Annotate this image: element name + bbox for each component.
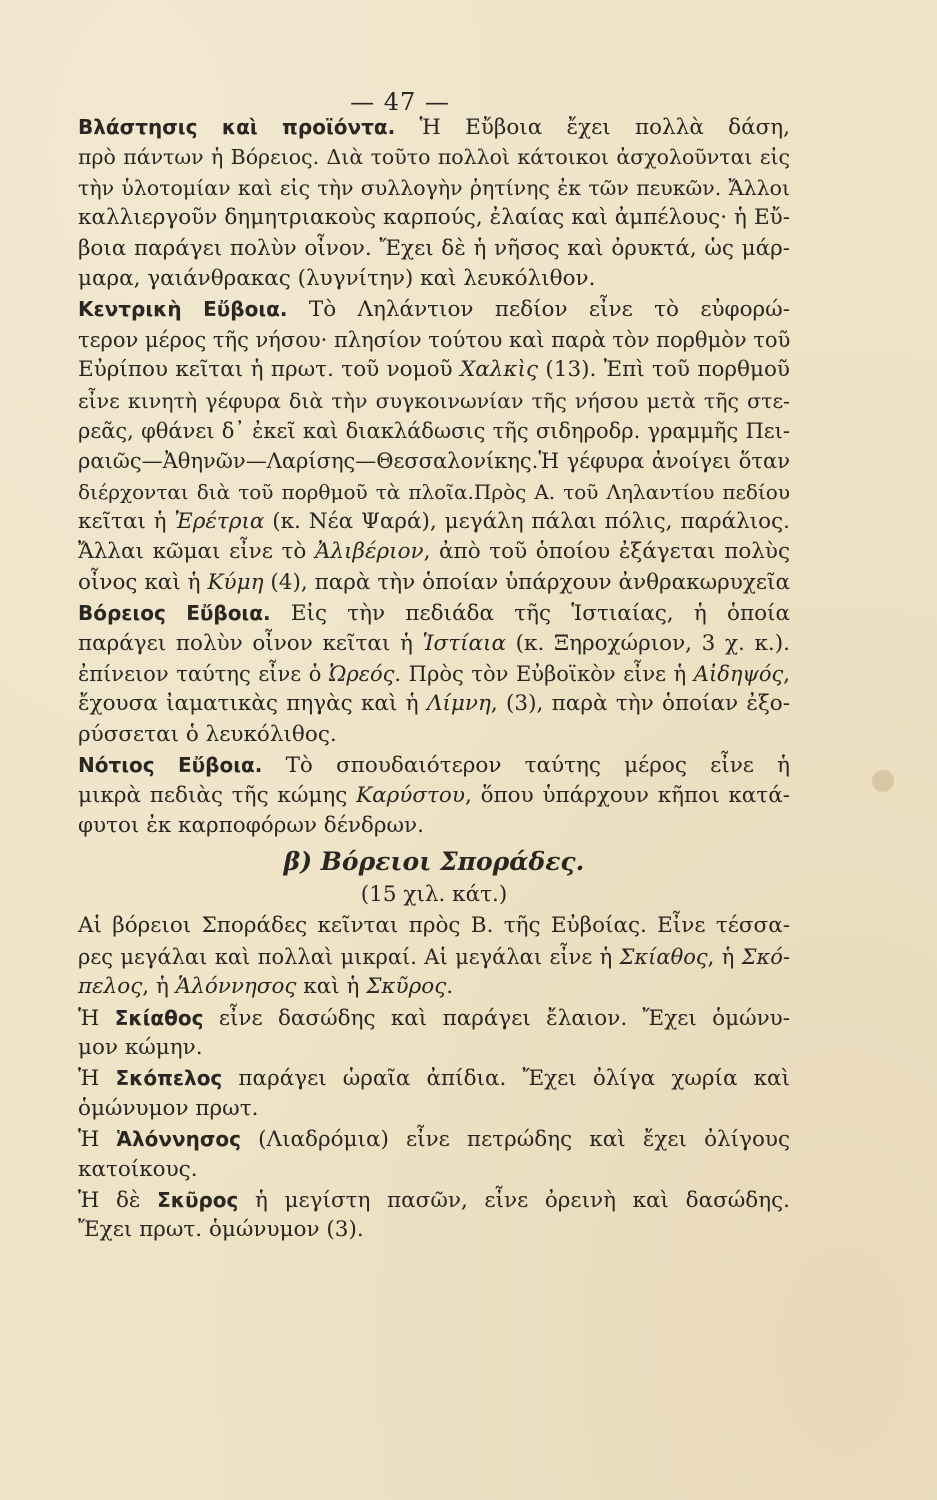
- text-line: φυτοι ἐκ καρποφόρων δένδρων.: [78, 812, 424, 838]
- text-line: [78, 629, 790, 659]
- line-text: παράγει πολὺν οἶνον κεῖται ἡ: [78, 630, 423, 656]
- line-text: ἔχουσα ἰαματικὰς πηγὰς καὶ ἡ: [78, 691, 427, 717]
- place-name: Καρύστου: [356, 782, 465, 808]
- line-text: κεῖται ἡ: [78, 509, 175, 535]
- place-name: Ὠρεός: [328, 662, 395, 687]
- line-text: .: [446, 974, 454, 1000]
- line-text: μικρὰ πεδιὰς τῆς κώμης: [78, 782, 357, 808]
- text-line: [78, 1003, 790, 1033]
- line-text: παράγει ὡραῖα ἀπίδια. Ἔχει ὀλίγα χωρία καὶ: [222, 1066, 790, 1092]
- place-name: Ἐρέτρια: [174, 509, 265, 535]
- line-text: Ἄλλαι κῶμαι εἶνε τὸ: [78, 539, 315, 565]
- text-line: [78, 659, 790, 689]
- text-line: [78, 112, 790, 142]
- line-text: ἡ μεγίστη πασῶν, εἶνε ὀρεινὴ καὶ δασώδης.: [238, 1187, 790, 1213]
- section-heading: Κεντρικὴ Εὔβοια.: [78, 297, 288, 322]
- line-text: ρες μεγάλαι καὶ πολλαὶ μικραί. Αἱ μεγάλαι εἶνε ἡ: [78, 944, 620, 969]
- text-line: μαρα, γαιάνθρακας (λυγνίτην) καὶ λευκόλιθον.: [78, 265, 596, 291]
- text-line: εἶνε κινητὴ γέφυρα διὰ τὴν συγκοινωνίαν τῆς νήσου μετὰ τῆς στε-: [78, 388, 790, 413]
- text-line: διέρχονται διὰ τοῦ πορθμοῦ τὰ πλοῖα.Πρὸς Α. τοῦ Ληλαντίου πεδίου: [78, 479, 790, 504]
- place-name: Χαλκὶς: [459, 357, 539, 383]
- text-line: [78, 750, 790, 780]
- line-text: , ἡ: [707, 944, 742, 969]
- text-line: ραιῶς—Ἀθηνῶν—Λαρίσης—Θεσσαλονίκης.Ἡ γέφυρα ἀνοίγει ὅταν: [78, 449, 790, 474]
- line-text: Ἡ Εὔβοια ἔχει πολλὰ δάση,: [395, 115, 790, 140]
- text-line: [78, 942, 790, 972]
- text-line: Ἔχει πρωτ. ὁμώνυμον (3).: [78, 1217, 364, 1243]
- text-line: κατοίκους.: [78, 1156, 198, 1182]
- text-line: βοια παράγει πολὺν οἶνον. Ἔχει δὲ ἡ νῆσος καὶ ὀρυκτά, ὡς μάρ-: [78, 235, 790, 261]
- text-line: [78, 507, 790, 537]
- line-text: , ἡ: [142, 974, 176, 1000]
- text-line: ρύσσεται ὁ λευκόλιθος.: [78, 721, 337, 747]
- line-text: Εὐρίπου κεῖται ἡ πρωτ. τοῦ νομοῦ: [78, 357, 460, 383]
- text-line: τὴν ὑλοτομίαν καὶ εἰς τὴν συλλογὴν ῥητίνης ἐκ τῶν πευκῶν. Ἄλλοι: [78, 175, 790, 200]
- page-body: [78, 112, 790, 1246]
- place-name: Ἁλόννησος: [175, 974, 297, 1000]
- line-text: (4), παρὰ τὴν ὁποίαν ὑπάρχουν ἀνθρακωρυχεῖα: [263, 569, 790, 595]
- place-name: Αἰδηψός: [693, 662, 784, 687]
- island-name: Σκῦρος: [157, 1187, 239, 1212]
- place-name: Σκίαθος: [619, 944, 708, 969]
- island-name: Σκόπελος: [115, 1066, 223, 1091]
- text-line: [78, 689, 790, 719]
- text-line: ρεᾶς, φθάνει δ᾽ ἐκεῖ καὶ διακλάδωσις τῆς σιδηροδρ. γραμμῆς Πει-: [78, 418, 790, 443]
- text-line: [78, 294, 790, 324]
- text-line: [78, 1124, 790, 1154]
- island-name: Σκίαθος: [114, 1005, 204, 1030]
- line-text: Τὸ σπουδαιότερον ταύτης μέρος εἶνε ἡ: [262, 753, 791, 779]
- section-heading: Βλάστησις καὶ προϊόντα.: [78, 115, 396, 139]
- text-line: [78, 972, 790, 1002]
- text-line: καλλιεργοῦν δημητριακοὺς καρπούς, ἐλαίας καὶ ἀμπέλους· ἡ Εὔ-: [78, 205, 790, 231]
- text-line: [78, 1063, 790, 1093]
- line-text: . Πρὸς τὸν Εὐβοϊκὸν εἶνε ἡ: [394, 662, 694, 687]
- line-text: καὶ ἡ: [296, 974, 367, 1000]
- line-text: (13). Ἐπὶ τοῦ πορθμοῦ: [538, 357, 790, 383]
- place-name: Λίμνη: [426, 691, 491, 717]
- line-text: Ἡ δὲ: [78, 1187, 158, 1213]
- text-line: [78, 568, 790, 598]
- line-text: (κ. Νέα Ψαρά), μεγάλη πάλαι πόλις, παράλιος.: [264, 509, 791, 535]
- line-text: Τὸ Ληλάντιον πεδίον εἶνε τὸ εὐφορώ-: [287, 297, 790, 323]
- line-text: , ὅπου ὑπάρχουν κῆποι κατά-: [464, 782, 790, 808]
- text-line: [78, 598, 790, 628]
- line-text: (κ. Ξηροχώριον, 3 χ. κ.).: [505, 630, 790, 656]
- place-name: Ἀλιβέριον: [314, 539, 424, 565]
- line-text: (Λιαδρόμια) εἶνε πετρώδης καὶ ἔχει ὀλίγους: [241, 1127, 790, 1153]
- line-text: εἶνε δασώδης καὶ παράγει ἔλαιον. Ἔχει ὁμώνυ-: [203, 1005, 790, 1031]
- line-text: ,: [783, 662, 790, 687]
- line-text: , (3), παρὰ τὴν ὁποίαν ἐξο-: [490, 691, 790, 717]
- section-heading: Νότιος Εὔβοια.: [78, 753, 263, 778]
- section-heading: Βόρειος Εὔβοια.: [78, 601, 271, 626]
- paper-stain: [872, 770, 894, 792]
- place-name: Κύμη: [207, 569, 264, 595]
- text-line: πρὸ πάντων ἡ Βόρειος. Διὰ τοῦτο πολλοὶ κάτοικοι ἀσχολοῦνται εἰς: [78, 145, 790, 170]
- text-line: [78, 1185, 790, 1215]
- line-text: οἶνος καὶ ἡ: [78, 569, 208, 595]
- section-title: β) Βόρειοι Σποράδες.: [283, 847, 585, 877]
- line-text: ἐπίνειον ταύτης εἶνε ὁ: [78, 662, 329, 687]
- page-number: — 47 —: [350, 88, 450, 116]
- text-line: ὁμώνυμον πρωτ.: [78, 1095, 259, 1121]
- section-subtitle: (15 χιλ. κάτ.): [360, 882, 508, 908]
- island-name: Ἁλόννησος: [116, 1127, 242, 1152]
- line-text: Ἡ: [78, 1066, 116, 1092]
- text-line: Αἱ βόρειοι Σποράδες κεῖνται πρὸς Β. τῆς Εὐβοίας. Εἶνε τέσσα-: [78, 913, 790, 939]
- line-text: Εἰς τὴν πεδιάδα τῆς Ἱστιαίας, ἡ ὁποία: [270, 601, 790, 627]
- place-name: Ἱστίαια: [422, 630, 506, 656]
- place-name: Σκό-: [741, 944, 791, 969]
- text-line: τερον μέρος τῆς νήσου· πλησίον τούτου καὶ παρὰ τὸν πορθμὸν τοῦ: [78, 327, 791, 352]
- text-line: μον κώμην.: [78, 1034, 203, 1060]
- place-name: Σκῦρος: [366, 974, 447, 1000]
- text-line: [78, 781, 790, 811]
- place-name: πελος: [78, 974, 143, 1000]
- line-text: , ἀπὸ τοῦ ὁποίου ἐξάγεται πολὺς: [423, 539, 791, 565]
- text-line: [78, 537, 790, 567]
- line-text: Ἡ: [78, 1005, 115, 1031]
- line-text: Ἡ: [78, 1127, 117, 1153]
- text-line: [78, 355, 790, 385]
